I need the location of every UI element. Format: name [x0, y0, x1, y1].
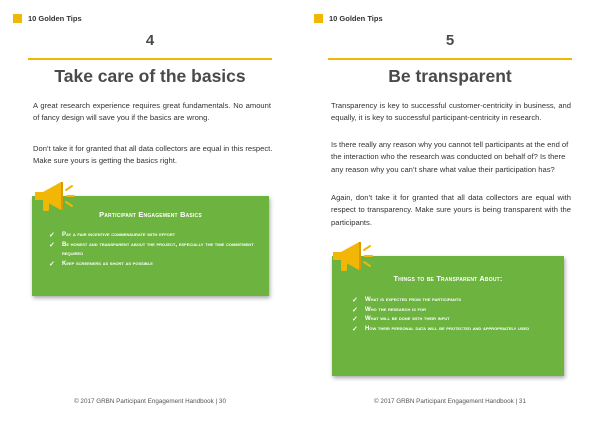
list-item: ✓ What is expected from the participants	[352, 297, 461, 304]
paragraph: Is there really any reason why you cannot tell participants at the end of the interaction who the research was conducted on behalf of? Is there any reason why you can’t share what value their participation has?	[331, 140, 569, 174]
paragraph: Don’t take it for granted that all data collectors are equal in this respect. Make sure yours is getting the basics right.	[33, 144, 273, 166]
header-tag	[13, 14, 82, 23]
check-icon: ✓	[49, 232, 55, 239]
title-divider	[28, 58, 272, 60]
list-item: ✓ Who the research is for	[352, 306, 427, 314]
box-title: Things to be Transparent About:	[393, 274, 503, 283]
check-icon: ✓	[352, 316, 358, 324]
list-item: ✓ How their personal data will be protected and appropriately used	[352, 325, 530, 333]
page-title: Take care of the basics	[54, 66, 246, 86]
paragraph: Transparency is key to successful customer-centricity in business, and equally, it is key to successful participant-centricity in research.	[331, 101, 571, 123]
box-title: Participant Engagement Basics	[99, 210, 202, 219]
check-icon: ✓	[49, 241, 55, 249]
check-icon: ✓	[49, 260, 55, 268]
page-footer: © 2017 GRBN Participant Engagement Handbook | 31	[374, 398, 526, 405]
page-title: Be transparent	[388, 66, 512, 86]
megaphone-icon	[31, 178, 75, 216]
megaphone-icon	[329, 238, 373, 276]
box-list	[352, 296, 557, 334]
check-icon: ✓	[352, 306, 358, 314]
check-icon: ✓	[352, 325, 358, 333]
header-tag-label: 10 Golden Tips	[28, 14, 82, 23]
tip-number: 5	[445, 32, 455, 49]
list-item: ✓ Be honest and transparent about the project, especially the time commitment required	[49, 241, 254, 258]
header-tag-label: 10 Golden Tips	[329, 14, 383, 23]
paragraph: Again, don’t take it for granted that all data collectors are equal with respect to transparency. Make sure yours is being transparent with the participants.	[331, 193, 571, 227]
check-icon: ✓	[352, 297, 358, 304]
tag-square-icon	[13, 14, 22, 23]
paragraph: A great research experience requires great fundamentals. No amount of fancy design will save you if the basics are wrong.	[33, 101, 271, 123]
list-item: ✓ Keep screeners as short as possible	[49, 260, 153, 268]
page-footer: © 2017 GRBN Participant Engagement Handbook | 30	[74, 398, 226, 405]
right-page	[300, 0, 600, 424]
list-item: ✓ What will be done with their input	[352, 316, 450, 324]
list-item: ✓ Pay a fair incentive commensurate with effort	[49, 232, 176, 239]
box-list	[49, 231, 264, 269]
header-tag	[314, 14, 383, 23]
title-divider	[328, 58, 572, 60]
tag-square-icon	[314, 14, 323, 23]
tip-number: 4	[145, 32, 155, 49]
